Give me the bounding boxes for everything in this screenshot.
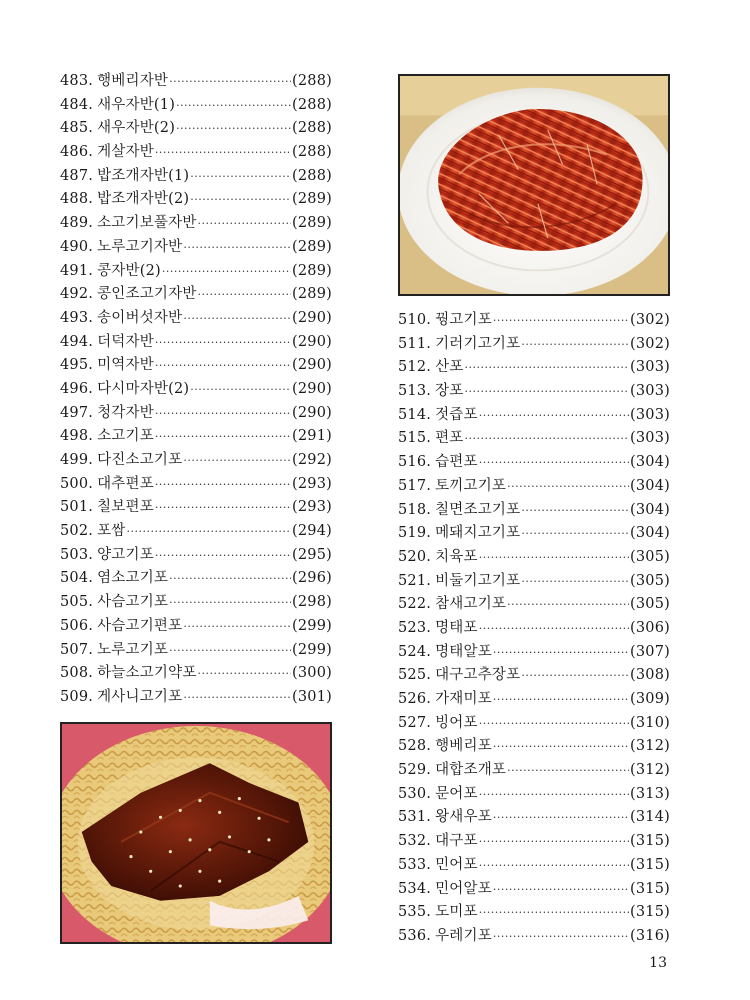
entry-number: 491. <box>60 262 94 279</box>
toc-entry <box>398 475 670 499</box>
entry-number: 533. <box>398 856 432 873</box>
dot-leader <box>507 759 629 783</box>
entry-page: (289) <box>292 238 332 255</box>
entry-number: 495. <box>60 357 94 374</box>
dot-leader <box>127 520 291 544</box>
entry-title: 메돼지고기포 <box>435 525 521 542</box>
entry-title: 게살자반 <box>97 144 154 161</box>
toc-entry <box>60 117 332 141</box>
entry-number: 532. <box>398 833 432 850</box>
entry-title: 민어알포 <box>435 880 492 897</box>
dot-leader <box>493 878 629 902</box>
entry-page: (305) <box>630 572 670 589</box>
entry-page: (293) <box>292 475 332 492</box>
dot-leader <box>183 236 291 260</box>
entry-page: (303) <box>630 383 670 400</box>
entry-page: (288) <box>292 96 332 113</box>
entry-number: 499. <box>60 452 94 468</box>
toc-entry <box>60 449 332 473</box>
entry-page: (293) <box>292 499 332 516</box>
entry-title: 민어포 <box>435 856 478 873</box>
entry-title: 행베리포 <box>435 738 492 755</box>
entry-title: 양고기포 <box>97 546 154 563</box>
dot-leader <box>198 212 291 236</box>
shredded-dish-image <box>400 76 668 294</box>
dot-leader <box>155 354 291 378</box>
entry-page: (299) <box>292 617 332 634</box>
entry-page: (288) <box>292 73 332 89</box>
entry-title: 게사니고기포 <box>97 688 183 705</box>
dot-leader <box>169 567 291 591</box>
entry-title: 대추편포 <box>97 475 154 492</box>
toc-entry <box>398 735 670 759</box>
entry-title: 젓즙포 <box>435 406 478 423</box>
entry-page: (290) <box>292 404 332 421</box>
entry-title: 콩자반(2) <box>97 262 161 279</box>
entry-number: 500. <box>60 475 94 492</box>
entry-page: (315) <box>630 856 670 873</box>
entry-title: 꿩고기포 <box>435 312 492 328</box>
toc-entry <box>60 212 332 236</box>
entry-title: 밥조개자반(1) <box>97 167 190 184</box>
toc-entry <box>398 783 670 807</box>
toc-entry <box>60 591 332 615</box>
dot-leader <box>493 806 629 830</box>
entry-title: 미역자반 <box>97 357 154 374</box>
entry-number: 490. <box>60 238 94 255</box>
entry-page: (302) <box>630 312 670 328</box>
entry-page: (305) <box>630 596 670 613</box>
dot-leader <box>493 688 629 712</box>
dot-leader <box>176 94 291 118</box>
toc-entry <box>398 688 670 712</box>
entry-page: (290) <box>292 380 332 397</box>
entry-page: (299) <box>292 641 332 658</box>
entry-title: 소고기보풀자반 <box>97 215 197 232</box>
entry-title: 빙어포 <box>435 714 478 731</box>
entry-page: (300) <box>292 665 332 682</box>
dot-leader <box>465 356 629 380</box>
dot-leader <box>183 615 291 639</box>
entry-number: 512. <box>398 359 432 376</box>
entry-title: 더덕자반 <box>97 333 154 350</box>
toc-entry <box>60 307 332 331</box>
toc-entry <box>398 878 670 902</box>
dot-leader <box>190 188 291 212</box>
entry-number: 507. <box>60 641 94 658</box>
entry-number: 489. <box>60 215 94 232</box>
entry-title: 장포 <box>435 383 464 400</box>
entry-number: 503. <box>60 546 94 563</box>
toc-entry <box>398 404 670 428</box>
entry-title: 참새고기포 <box>435 596 507 613</box>
toc-entry <box>398 806 670 830</box>
entry-page: (312) <box>630 762 670 779</box>
dot-leader <box>465 380 629 404</box>
entry-page: (288) <box>292 144 332 161</box>
dot-leader <box>183 449 291 473</box>
entry-page: (302) <box>630 335 670 352</box>
entry-title: 가재미포 <box>435 691 492 707</box>
toc-entry <box>398 854 670 878</box>
page-number: 13 <box>649 955 667 971</box>
entry-number: 523. <box>398 619 432 636</box>
entry-number: 502. <box>60 523 94 540</box>
entry-page: (304) <box>630 477 670 494</box>
toc-entry <box>60 496 332 520</box>
entry-title: 산포 <box>435 359 464 376</box>
dot-leader <box>479 783 629 807</box>
entry-number: 511. <box>398 335 432 352</box>
entry-page: (291) <box>292 428 332 445</box>
toc-entry <box>398 925 670 949</box>
dot-leader <box>183 686 291 710</box>
entry-number: 498. <box>60 428 94 445</box>
entry-title: 사슴고기포 <box>97 594 169 611</box>
entry-title: 대구고추장포 <box>435 667 521 684</box>
entry-title: 청각자반 <box>97 404 154 421</box>
entry-number: 492. <box>60 286 94 303</box>
toc-entry <box>60 188 332 212</box>
entry-title: 칠보편포 <box>97 499 154 516</box>
entry-number: 505. <box>60 594 94 611</box>
entry-page: (307) <box>630 643 670 660</box>
entry-number: 504. <box>60 570 94 587</box>
entry-title: 소고기포 <box>97 428 154 445</box>
toc-entry <box>60 283 332 307</box>
dot-leader <box>507 475 629 499</box>
entry-title: 대구포 <box>435 833 478 850</box>
toc-entry <box>60 165 332 189</box>
entry-number: 506. <box>60 617 94 634</box>
entry-number: 484. <box>60 96 94 113</box>
toc-entry <box>398 546 670 570</box>
entry-page: (315) <box>630 833 670 850</box>
entry-number: 483. <box>60 73 94 89</box>
entry-number: 494. <box>60 333 94 350</box>
entry-title: 습편포 <box>435 454 478 471</box>
dot-leader <box>521 664 629 688</box>
dot-leader <box>479 712 629 736</box>
entry-title: 문어포 <box>435 785 478 802</box>
entry-number: 493. <box>60 309 94 326</box>
toc-entry <box>60 378 332 402</box>
entry-number: 531. <box>398 809 432 826</box>
toc-entry <box>398 356 670 380</box>
entry-number: 485. <box>60 120 94 137</box>
entry-number: 520. <box>398 548 432 565</box>
entry-page: (298) <box>292 594 332 611</box>
dot-leader <box>493 641 629 665</box>
entry-number: 530. <box>398 785 432 802</box>
dot-leader <box>521 522 629 546</box>
dot-leader <box>479 451 629 475</box>
dot-leader <box>493 735 629 759</box>
entry-title: 왕새우포 <box>435 809 492 826</box>
entry-title: 기러기고기포 <box>435 335 521 352</box>
entry-number: 487. <box>60 167 94 184</box>
entry-number: 534. <box>398 880 432 897</box>
dot-leader <box>521 499 629 523</box>
toc-entry <box>398 712 670 736</box>
toc-entry <box>60 686 332 710</box>
dot-leader <box>521 570 629 594</box>
entry-page: (308) <box>630 667 670 684</box>
toc-entry <box>398 901 670 925</box>
entry-page: (304) <box>630 525 670 542</box>
entry-page: (294) <box>292 523 332 540</box>
toc-column-left <box>60 70 332 710</box>
dot-leader <box>155 331 291 355</box>
toc-entry <box>398 617 670 641</box>
toc-entry <box>60 236 332 260</box>
entry-title: 다진소고기포 <box>97 452 183 468</box>
entry-title: 콩인조고기자반 <box>97 286 197 303</box>
photo-jerky-basket <box>60 722 332 944</box>
entry-page: (289) <box>292 286 332 303</box>
dot-leader <box>479 830 629 854</box>
jerky-basket-image <box>62 724 330 942</box>
entry-page: (290) <box>292 333 332 350</box>
entry-title: 도미포 <box>435 904 478 921</box>
toc-entry <box>60 70 332 94</box>
entry-page: (292) <box>292 452 332 468</box>
entry-page: (303) <box>630 406 670 423</box>
dot-leader <box>169 70 291 94</box>
toc-entry <box>398 522 670 546</box>
toc-entry <box>60 662 332 686</box>
entry-number: 501. <box>60 499 94 516</box>
entry-number: 525. <box>398 667 432 684</box>
entry-number: 527. <box>398 714 432 731</box>
entry-page: (310) <box>630 714 670 731</box>
entry-number: 509. <box>60 688 94 705</box>
entry-page: (304) <box>630 454 670 471</box>
toc-entry <box>398 641 670 665</box>
entry-page: (306) <box>630 619 670 636</box>
toc-column-right <box>398 309 670 949</box>
dot-leader <box>169 591 291 615</box>
entry-page: (289) <box>292 215 332 232</box>
entry-title: 사슴고기편포 <box>97 617 183 634</box>
dot-leader <box>479 617 629 641</box>
entry-title: 토끼고기포 <box>435 477 507 494</box>
entry-number: 496. <box>60 380 94 397</box>
entry-number: 508. <box>60 665 94 682</box>
entry-title: 포쌈 <box>97 523 126 540</box>
entry-title: 우레기포 <box>435 927 492 944</box>
toc-entry <box>60 615 332 639</box>
toc-entry <box>398 759 670 783</box>
entry-page: (296) <box>292 570 332 587</box>
entry-number: 521. <box>398 572 432 589</box>
entry-number: 535. <box>398 904 432 921</box>
entry-number: 486. <box>60 144 94 161</box>
entry-page: (309) <box>630 691 670 707</box>
entry-number: 528. <box>398 738 432 755</box>
entry-title: 대합조개포 <box>435 762 507 779</box>
entry-number: 488. <box>60 191 94 208</box>
dot-leader <box>507 593 629 617</box>
dot-leader <box>198 662 291 686</box>
dot-leader <box>479 854 629 878</box>
entry-number: 516. <box>398 454 432 471</box>
entry-page: (288) <box>292 120 332 137</box>
toc-entry <box>398 451 670 475</box>
toc-entry <box>60 354 332 378</box>
entry-title: 명태포 <box>435 619 478 636</box>
entry-page: (295) <box>292 546 332 563</box>
entry-page: (289) <box>292 262 332 279</box>
entry-page: (289) <box>292 191 332 208</box>
dot-leader <box>479 546 629 570</box>
toc-entry <box>398 664 670 688</box>
toc-entry <box>60 141 332 165</box>
dot-leader <box>183 307 291 331</box>
dot-leader <box>521 333 629 357</box>
toc-entry <box>60 94 332 118</box>
dot-leader <box>479 901 629 925</box>
dot-leader <box>479 404 629 428</box>
dot-leader <box>169 639 291 663</box>
entry-page: (290) <box>292 309 332 326</box>
dot-leader <box>155 473 291 497</box>
toc-entry <box>60 639 332 663</box>
entry-page: (301) <box>292 688 332 705</box>
entry-page: (316) <box>630 927 670 944</box>
toc-entry <box>60 331 332 355</box>
entry-number: 518. <box>398 501 432 518</box>
entry-title: 치육포 <box>435 548 478 565</box>
dot-leader <box>190 378 291 402</box>
toc-entry <box>398 830 670 854</box>
toc-entry <box>60 260 332 284</box>
toc-entry <box>60 567 332 591</box>
photo-shredded-dish <box>398 74 670 296</box>
dot-leader <box>190 165 291 189</box>
entry-number: 517. <box>398 477 432 494</box>
entry-title: 행베리자반 <box>97 73 169 89</box>
entry-page: (314) <box>630 809 670 826</box>
dot-leader <box>155 141 291 165</box>
entry-number: 497. <box>60 404 94 421</box>
entry-title: 밥조개자반(2) <box>97 191 190 208</box>
toc-entry <box>398 380 670 404</box>
toc-entry <box>60 544 332 568</box>
entry-title: 명태알포 <box>435 643 492 660</box>
dot-leader <box>493 925 629 949</box>
entry-title: 편포 <box>435 430 464 447</box>
entry-title: 노루고기포 <box>97 641 169 658</box>
entry-number: 515. <box>398 430 432 447</box>
entry-title: 하늘소고기약포 <box>97 665 197 682</box>
dot-leader <box>465 427 629 451</box>
entry-number: 514. <box>398 406 432 423</box>
entry-title: 노루고기자반 <box>97 238 183 255</box>
toc-entry <box>60 425 332 449</box>
dot-leader <box>155 496 291 520</box>
entry-number: 522. <box>398 596 432 613</box>
dot-leader <box>493 309 629 333</box>
dot-leader <box>176 117 291 141</box>
toc-entry <box>398 309 670 333</box>
dot-leader <box>162 260 291 284</box>
entry-title: 송이버섯자반 <box>97 309 183 326</box>
entry-title: 새우자반(1) <box>97 96 176 113</box>
dot-leader <box>155 425 291 449</box>
toc-entry <box>398 333 670 357</box>
entry-number: 536. <box>398 927 432 944</box>
toc-entry <box>60 402 332 426</box>
entry-number: 529. <box>398 762 432 779</box>
entry-title: 다시마자반(2) <box>97 380 190 397</box>
entry-page: (304) <box>630 501 670 518</box>
entry-number: 510. <box>398 312 432 328</box>
toc-entry <box>398 593 670 617</box>
entry-title: 칠면조고기포 <box>435 501 521 518</box>
entry-page: (303) <box>630 430 670 447</box>
dot-leader <box>155 402 291 426</box>
toc-entry <box>60 473 332 497</box>
entry-page: (288) <box>292 167 332 184</box>
entry-page: (315) <box>630 904 670 921</box>
entry-page: (290) <box>292 357 332 374</box>
entry-number: 524. <box>398 643 432 660</box>
entry-page: (305) <box>630 548 670 565</box>
entry-page: (315) <box>630 880 670 897</box>
dot-leader <box>155 544 291 568</box>
entry-number: 526. <box>398 691 432 707</box>
entry-number: 519. <box>398 525 432 542</box>
toc-entry <box>60 520 332 544</box>
entry-number: 513. <box>398 383 432 400</box>
dot-leader <box>198 283 291 307</box>
entry-title: 염소고기포 <box>97 570 169 587</box>
entry-page: (312) <box>630 738 670 755</box>
entry-title: 비둘기고기포 <box>435 572 521 589</box>
toc-entry <box>398 499 670 523</box>
toc-entry <box>398 427 670 451</box>
entry-title: 새우자반(2) <box>97 120 176 137</box>
entry-page: (303) <box>630 359 670 376</box>
toc-entry <box>398 570 670 594</box>
entry-page: (313) <box>630 785 670 802</box>
